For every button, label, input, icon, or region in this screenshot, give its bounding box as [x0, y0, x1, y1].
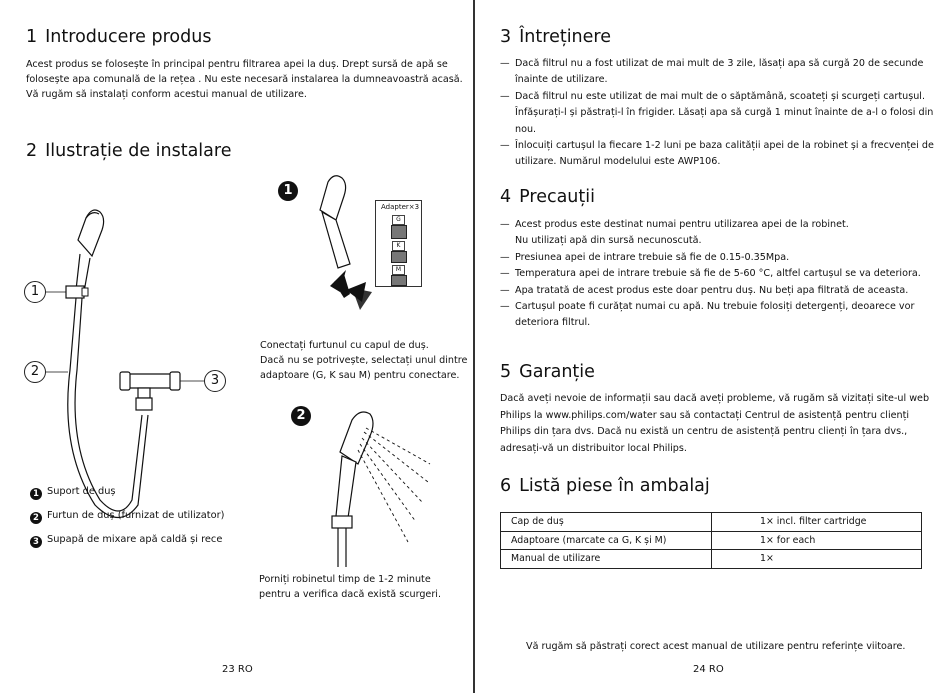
package-contents-table: [500, 512, 922, 569]
legend-item-2: [30, 510, 225, 524]
section-4-heading: [500, 187, 595, 207]
precautions-list: [500, 217, 945, 332]
legend-number: 1: [30, 488, 42, 500]
section-title: Listă piese în ambalaj: [519, 476, 710, 496]
list-item: — Dacă filtrul nu a fost utilizat de mai mult de 3 zile, lăsați apa să curgă 20 de secunde: [500, 56, 945, 72]
section-title: Garanție: [519, 362, 595, 382]
table-cell: Cap de duș: [501, 513, 712, 532]
water-spray: [358, 428, 430, 542]
list-item: — Cartușul poate fi curățat numai cu apă. Nu trebuie folosiți detergenți, deoarece vor: [500, 299, 945, 315]
step-2-illustration: [318, 402, 438, 572]
table-cell: 1× incl. filter cartridge: [712, 513, 922, 532]
adapter-tag-m: M: [392, 265, 405, 275]
section-2-heading: [26, 141, 231, 161]
legend-text: Suport de duș: [47, 486, 116, 497]
table-row: [501, 531, 922, 550]
shower-holder-drawing: [66, 286, 84, 298]
step-1-marker: 1: [278, 181, 298, 201]
legend-number: 3: [30, 536, 42, 548]
legend-item-1: [30, 486, 116, 500]
section-6-heading: [500, 476, 710, 496]
page-number-left: 23 RO: [222, 664, 253, 675]
callout-2: 2: [24, 361, 46, 383]
step-1-caption: [260, 338, 467, 383]
section-title: Introducere produs: [45, 27, 212, 47]
page-number-right: 24 RO: [693, 664, 724, 675]
step-1-illustration: [300, 170, 380, 320]
section-number: 3: [500, 27, 512, 47]
list-item-continuation: deteriora filtrul.: [515, 317, 591, 329]
list-item-continuation: înainte de utilizare.: [515, 74, 608, 86]
caption-line: adaptoare (G, K sau M) pentru conectare.: [260, 370, 460, 381]
text-line: Philips la www.philips.com/water sau să contactați Centrul de asistență pentru clienți: [500, 409, 910, 421]
adapter-label: Adapter×3: [381, 203, 420, 211]
list-item-continuation: utilizare. Numărul modelului este AWP106.: [515, 156, 721, 168]
step-2-marker: 2: [291, 406, 311, 426]
section-number: 2: [26, 141, 38, 161]
text-line: Acest produs se folosește în principal pentru filtrarea apei la duș. Drept sursă de apă se: [26, 59, 448, 70]
list-item: — Temperatura apei de intrare trebuie să fie de 5-60 °C, altfel cartușul se va deteriora.: [500, 266, 945, 282]
text-line: Philips din țara dvs. Dacă nu există un centru de asistență pentru clienți în țara dvs.,: [500, 426, 908, 437]
footer-note: Vă rugăm să păstrați corect acest manual de utilizare pentru referințe viitoare.: [526, 641, 906, 652]
adapter-arrow: [330, 270, 372, 310]
section-title: Întreținere: [519, 27, 611, 47]
adapter-k-icon: [391, 251, 407, 263]
caption-line: Conectați furtunul cu capul de duș.: [260, 340, 429, 351]
caption-line: pentru a verifica dacă există scurgeri.: [259, 589, 441, 600]
maintenance-list: [500, 56, 945, 171]
adapter-tag-k: K: [392, 241, 405, 251]
intro-paragraph: [26, 57, 466, 102]
legend-text: Supapă de mixare apă caldă și rece: [47, 534, 223, 545]
mixer-valve-drawing: [120, 372, 180, 410]
section-3-heading: [500, 27, 611, 47]
caption-line: Porniți robinetul timp de 1-2 minute: [259, 574, 431, 585]
list-item: — Apa tratată de acest produs este doar pentru duș. Nu beți apa filtrată de aceasta.: [500, 283, 945, 299]
section-title: Ilustrație de instalare: [45, 141, 232, 161]
section-number: 5: [500, 362, 512, 382]
page-divider: [473, 0, 475, 693]
table-cell: 1× for each: [712, 531, 922, 550]
legend-text: Furtun de duș (furnizat de utilizator): [47, 510, 225, 521]
left-page: [0, 0, 473, 693]
table-cell: 1×: [712, 550, 922, 569]
text-line: adresați-vă un distribuitor local Philips.: [500, 442, 687, 454]
list-item: — Acest produs este destinat numai pentru utilizarea apei de la robinet.: [500, 217, 945, 233]
list-item-continuation: Înfășurați-l și păstrați-l în frigider. Lăsați apa să curgă 1 minut înainte de a-l o folosi din nou.: [515, 107, 934, 135]
section-5-heading: [500, 362, 595, 382]
list-item: — Înlocuiți cartușul la fiecare 1-2 luni pe baza calității apei de la robinet și a frecvenței de: [500, 138, 945, 154]
table-row: [501, 513, 922, 532]
table-cell: Adaptoare (marcate ca G, K și M): [501, 531, 712, 550]
section-number: 1: [26, 27, 38, 47]
section-number: 4: [500, 187, 512, 207]
text-line: folosește apa comunală de la rețea . Nu este necesară instalarea la dumneavoastră acasă.: [26, 74, 463, 85]
caption-line: Dacă nu se potrivește, selectați unul dintre: [260, 355, 468, 366]
table-row: [501, 550, 922, 569]
table-cell: Manual de utilizare: [501, 550, 712, 569]
section-title: Precauții: [519, 187, 595, 207]
adapter-set-box: [375, 200, 422, 287]
list-item-continuation: Nu utilizați apă din sursă necunoscută.: [515, 235, 702, 247]
installation-illustration: [20, 200, 235, 560]
section-1-heading: [26, 27, 211, 47]
adapter-tag-g: G: [392, 215, 405, 225]
step-2-caption: [259, 572, 441, 602]
warranty-paragraph: [500, 391, 945, 457]
right-page: [476, 0, 950, 693]
shower-head-drawing: [76, 210, 104, 292]
callout-1: 1: [24, 281, 46, 303]
legend-item-3: [30, 534, 222, 548]
adapter-m-icon: [391, 275, 407, 286]
text-line: Dacă aveți nevoie de informații sau dacă aveți probleme, vă rugăm să vizitați site-ul web: [500, 393, 930, 404]
section-number: 6: [500, 476, 512, 496]
adapter-g-icon: [391, 225, 407, 239]
list-item: — Presiunea apei de intrare trebuie să fie de 0.15-0.35Mpa.: [500, 250, 945, 266]
callout-3: 3: [204, 370, 226, 392]
list-item: — Dacă filtrul nu este utilizat de mai mult de o săptămână, scoateți și scurgeți cartușul.: [500, 89, 945, 105]
legend-number: 2: [30, 512, 42, 524]
text-line: Vă rugăm să instalați conform acestui manual de utilizare.: [26, 89, 307, 100]
